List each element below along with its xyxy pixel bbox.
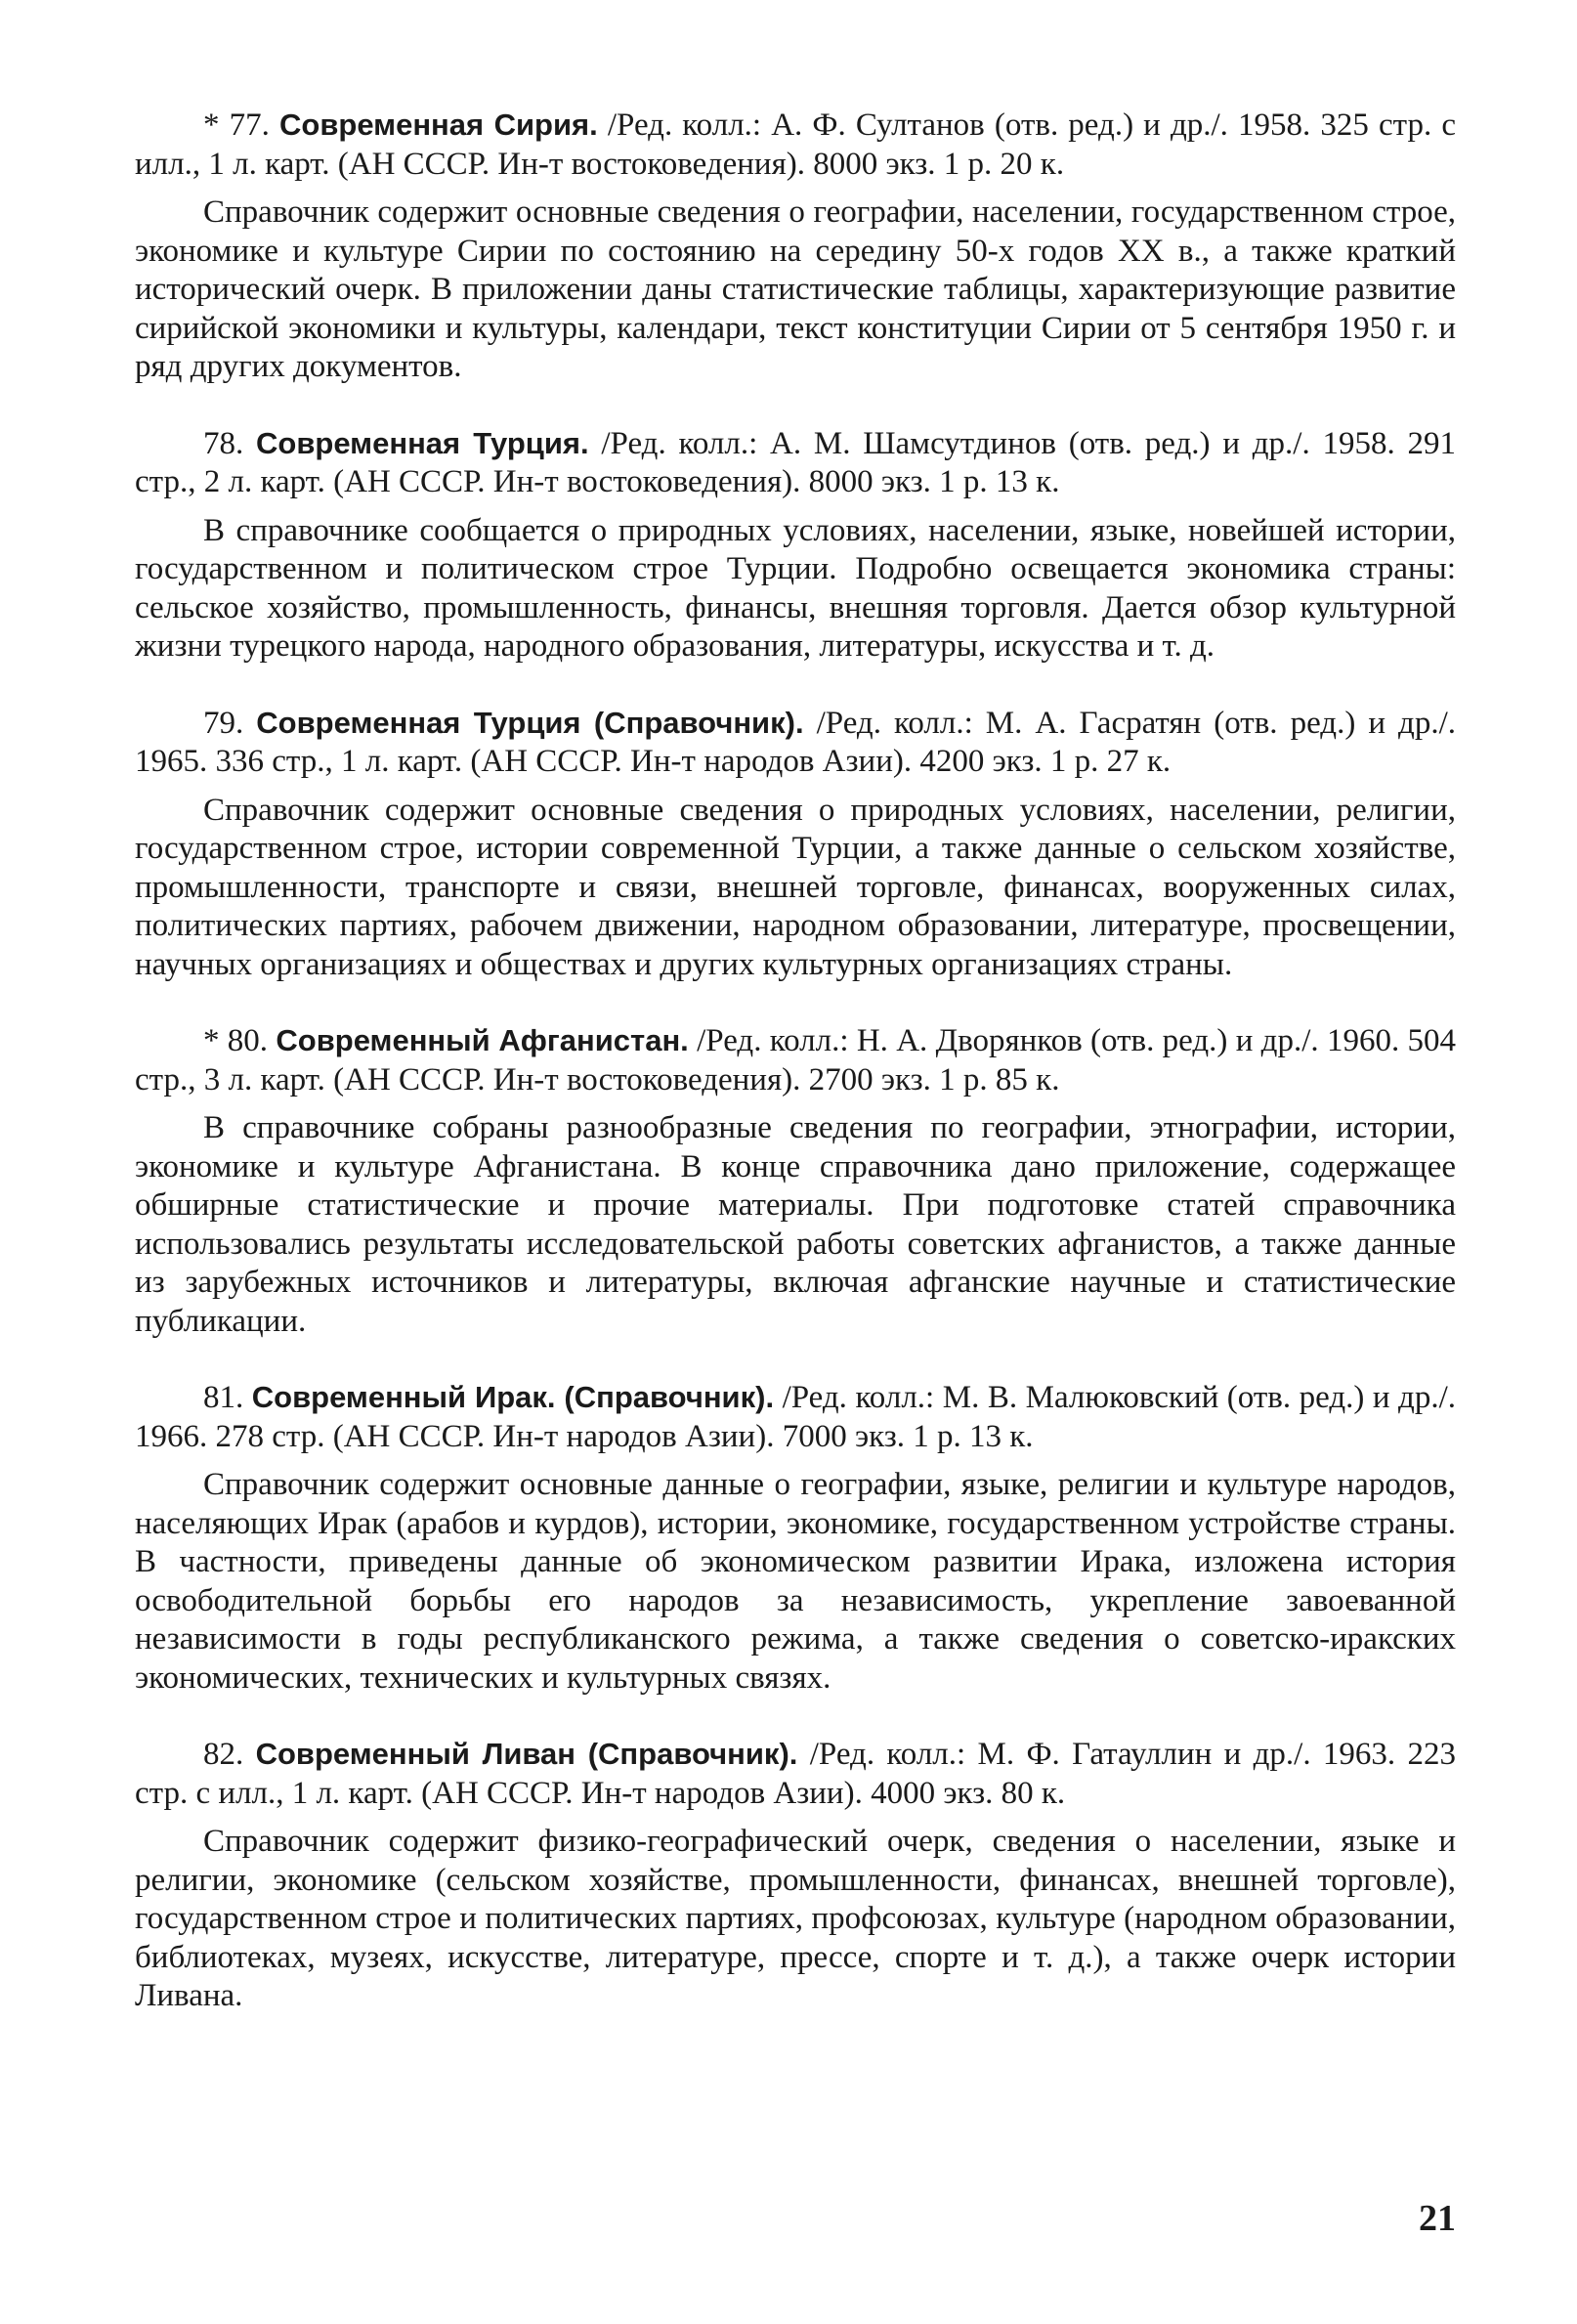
- entry-79: [135, 704, 1456, 985]
- entry-77: [135, 106, 1456, 387]
- entry-number: * 77.: [203, 108, 279, 143]
- entry-description: В справочнике сообщается о природных условиях, населении, языке, новейшей истории, государственном и политическом строе Турции. Подробно освещается экономика страны: сельское хозяйство, промышленность, финансы, внешняя торговля. Дается обзор культурной жизни турецкого народа, народного образования, литературы, искусства и т. д.: [135, 512, 1456, 664]
- entry-description: В справочнике собраны разнообразные сведения по географии, этнографии, истории, экономике и культуре Афганистана. В конце справочника дано приложение, содержащее обширные статистические и прочие материалы. При подготовке статей справочника использовались результаты исследовательской работы советских афганистов, а также данные из зарубежных источников и литературы, включая афганские научные и статистические публикации.: [135, 1110, 1456, 1339]
- entry-title: Современный Ливан (Справочник).: [255, 1737, 798, 1771]
- entry-number: 79.: [203, 705, 257, 741]
- entry-heading: [135, 424, 1456, 502]
- entry-details: /Ред. колл.: М. А. Гасратян (отв. ред.) и др./. 1965. 336 стр., 1 л. карт. (АН СССР. Ин-т народов Азии). 4200 экз. 1 р. 27 к.: [135, 705, 1457, 779]
- entry-description: Справочник содержит физико-географический очерк, сведения о населении, языке и религии, экономике (сельском хозяйстве, промышленности, финансах, внешней торговле), государственном строе и политических партиях, профсоюзах, культуре (народном образовании, библиотеках, музеях, искусстве, литературе, прессе, спорте и т. д.), а также очерк истории Ливана.: [135, 1824, 1456, 2013]
- entry-heading: [135, 704, 1456, 782]
- entry-number: 82.: [203, 1737, 256, 1772]
- page-number: 21: [1419, 2198, 1456, 2239]
- entry-78: [135, 424, 1456, 667]
- entry-heading: [135, 1378, 1456, 1456]
- entry-title: Современная Турция (Справочник).: [256, 705, 804, 740]
- entry-82: [135, 1735, 1456, 2016]
- entry-description: Справочник содержит основные сведения о географии, населении, государственном строе, экономике и культуре Сирии по состоянию на середину 50-х годов XX в., а также краткий исторический очерк. В приложении даны статистические таблицы, характеризующие развитие сирийской экономики и культуры, календари, текст конституции Сирии от 5 сентября 1950 г. и ряд других документов.: [135, 194, 1456, 384]
- entry-details: /Ред. колл.: М. В. Малюковский (отв. ред.) и др./. 1966. 278 стр. (АН СССР. Ин-т народов Азии). 7000 экз. 1 р. 13 к.: [135, 1380, 1456, 1454]
- entry-heading: [135, 106, 1456, 184]
- entry-81: [135, 1378, 1456, 1698]
- entry-details: /Ред. колл.: А. Ф. Султанов (отв. ред.) и др./. 1958. 325 стр. с илл., 1 л. карт. (АН СССР. Ин-т востоковедения). 8000 экз. 1 р. 20 к.: [135, 108, 1457, 182]
- entry-title: Современная Турция.: [256, 425, 589, 460]
- entry-title: Современная Сирия.: [279, 108, 598, 142]
- entry-number: 78.: [203, 425, 257, 461]
- entry-heading: [135, 1021, 1456, 1099]
- entry-details: /Ред. колл.: А. М. Шамсутдинов (отв. ред.) и др./. 1958. 291 стр., 2 л. карт. (АН СССР. Ин-т востоковедения). 8000 экз. 1 р. 13 к.: [135, 425, 1456, 499]
- entry-number: 81.: [203, 1380, 252, 1415]
- entry-80: [135, 1021, 1456, 1341]
- entry-title: Современный Ирак. (Справочник).: [251, 1380, 775, 1414]
- entry-details: /Ред. колл.: Н. А. Дворянков (отв. ред.) и др./. 1960. 504 стр., 3 л. карт. (АН СССР. Ин-т востоковедения). 2700 экз. 1 р. 85 к.: [135, 1023, 1456, 1097]
- bibliography-page: [135, 106, 1456, 2053]
- entry-number: * 80.: [203, 1023, 277, 1058]
- entry-description: Справочник содержит основные данные о географии, языке, религии и культуре народов, населяющих Ирак (арабов и курдов), истории, экономике, государственном устройстве страны. В частности, приведены данные об экономическом развитии Ирака, изложена история освободительной борьбы его народов за независимость, укрепление завоеванной независимости в годы республиканского режима, а также сведения о советско-иракских экономических, технических и культурных связях.: [135, 1467, 1456, 1696]
- entry-title: Современный Афганистан.: [276, 1023, 689, 1057]
- entry-details: /Ред. колл.: М. Ф. Гатауллин и др./. 1963. 223 стр. с илл., 1 л. карт. (АН СССР. Ин-т народов Азии). 4000 экз. 80 к.: [135, 1737, 1457, 1811]
- entry-heading: [135, 1735, 1456, 1813]
- entry-description: Справочник содержит основные сведения о природных условиях, населении, религии, государственном строе, истории современной Турции, а также данные о сельском хозяйстве, промышленности, транспорте и связи, внешней торговле, финансах, вооруженных силах, политических партиях, рабочем движении, народном образовании, литературе, просвещении, научных организациях и обществах и других культурных организациях страны.: [135, 792, 1456, 982]
